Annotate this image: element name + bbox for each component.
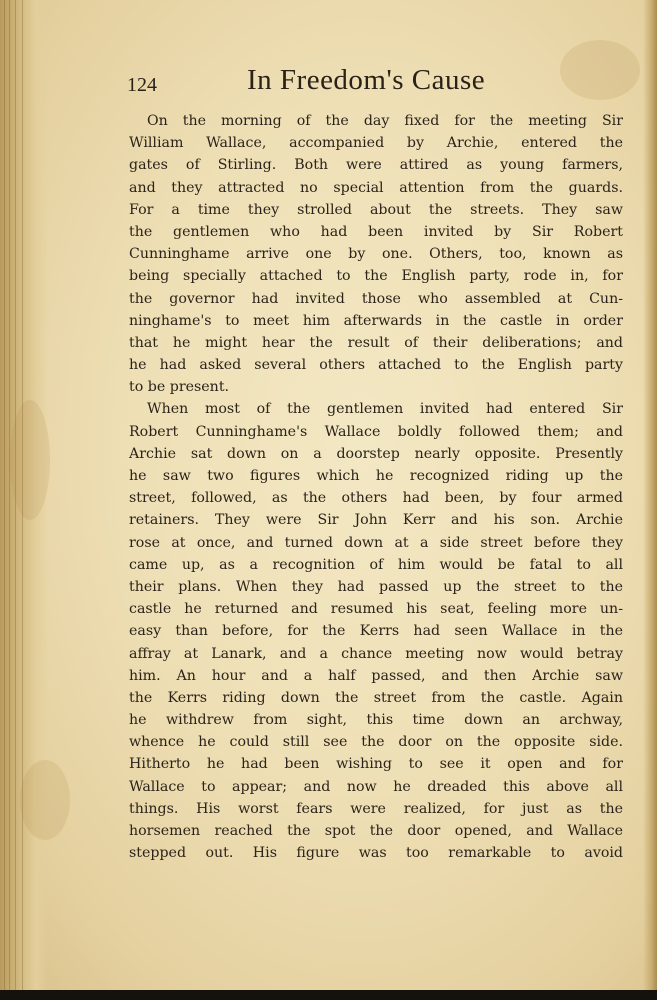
paragraph-2 bbox=[129, 398, 623, 864]
paper-stain bbox=[10, 400, 50, 520]
running-title: In Freedom's Cause bbox=[247, 64, 486, 96]
paragraph-1 bbox=[129, 110, 623, 398]
gutter-line bbox=[4, 0, 5, 990]
text-line: things. His worst fears were realized, for just as the bbox=[129, 800, 623, 817]
text-line: he withdrew from sight, this time down an archway, bbox=[129, 712, 623, 729]
text-line: Archie sat down on a doorstep nearly opposite. Presently bbox=[129, 445, 623, 462]
text-line: being specially attached to the English party, rode in, for bbox=[129, 268, 623, 285]
page-edge bbox=[643, 0, 657, 990]
text-line: horsemen reached the spot the door opened, and Wallace bbox=[129, 823, 623, 839]
text-line: the Kerrs riding down the street from the castle. Again bbox=[129, 689, 623, 706]
scan-bottom-edge bbox=[0, 990, 657, 1000]
body-text bbox=[129, 110, 623, 864]
text-line: castle he returned and resumed his seat, feeling more un- bbox=[129, 601, 623, 618]
text-line: their plans. When they had passed up the street to the bbox=[129, 578, 623, 595]
text-line: that he might hear the result of their deliberations; and bbox=[129, 334, 623, 351]
text-line: to be present. bbox=[129, 379, 230, 396]
text-line: easy than before, for the Kerrs had seen Wallace in the bbox=[129, 623, 623, 640]
gutter-line bbox=[9, 0, 10, 990]
text-line: gates of Stirling. Both were attired as young farmers, bbox=[129, 157, 623, 174]
text-line: For a time they strolled about the streets. They saw bbox=[129, 201, 623, 218]
text-line: affray at Lanark, and a chance meeting now would betray bbox=[129, 645, 623, 662]
text-line: him. An hour and a half passed, and then Archie saw bbox=[129, 667, 623, 684]
text-line: and they attracted no special attention from the guards. bbox=[129, 179, 623, 196]
text-line: street, followed, as the others had been, by four armed bbox=[129, 490, 623, 507]
text-line: he saw two figures which he recognized riding up the bbox=[129, 468, 623, 484]
text-line: William Wallace, accompanied by Archie, entered the bbox=[129, 135, 623, 152]
text-line: stepped out. His figure was too remarkable to avoid bbox=[129, 845, 623, 862]
text-line: came up, as a recognition of him would be fatal to all bbox=[129, 556, 623, 573]
text-line: When most of the gentlemen invited had entered Sir bbox=[147, 401, 623, 418]
text-line: Wallace to appear; and now he dreaded this above all bbox=[129, 778, 623, 795]
page-number: 124 bbox=[127, 74, 157, 96]
text-line: retainers. They were Sir John Kerr and his son. Archie bbox=[129, 512, 623, 529]
text-line: ninghame's to meet him afterwards in the castle in order bbox=[129, 312, 623, 329]
text-line: the gentlemen who had been invited by Sir Robert bbox=[129, 223, 623, 240]
text-line: Hitherto he had been wishing to see it open and for bbox=[129, 756, 623, 773]
text-line: rose at once, and turned down at a side street before they bbox=[129, 534, 623, 551]
text-line: Cunninghame arrive one by one. Others, too, known as bbox=[129, 246, 623, 263]
text-line: whence he could still see the door on the opposite side. bbox=[129, 734, 623, 751]
text-line: On the morning of the day fixed for the meeting Sir bbox=[147, 113, 623, 129]
paper-stain bbox=[20, 760, 70, 840]
text-line: he had asked several others attached to the English party bbox=[129, 357, 623, 374]
text-line: Robert Cunninghame's Wallace boldly followed them; and bbox=[129, 423, 623, 440]
page-header bbox=[127, 64, 625, 98]
text-line: the governor had invited those who assembled at Cun- bbox=[129, 290, 623, 307]
